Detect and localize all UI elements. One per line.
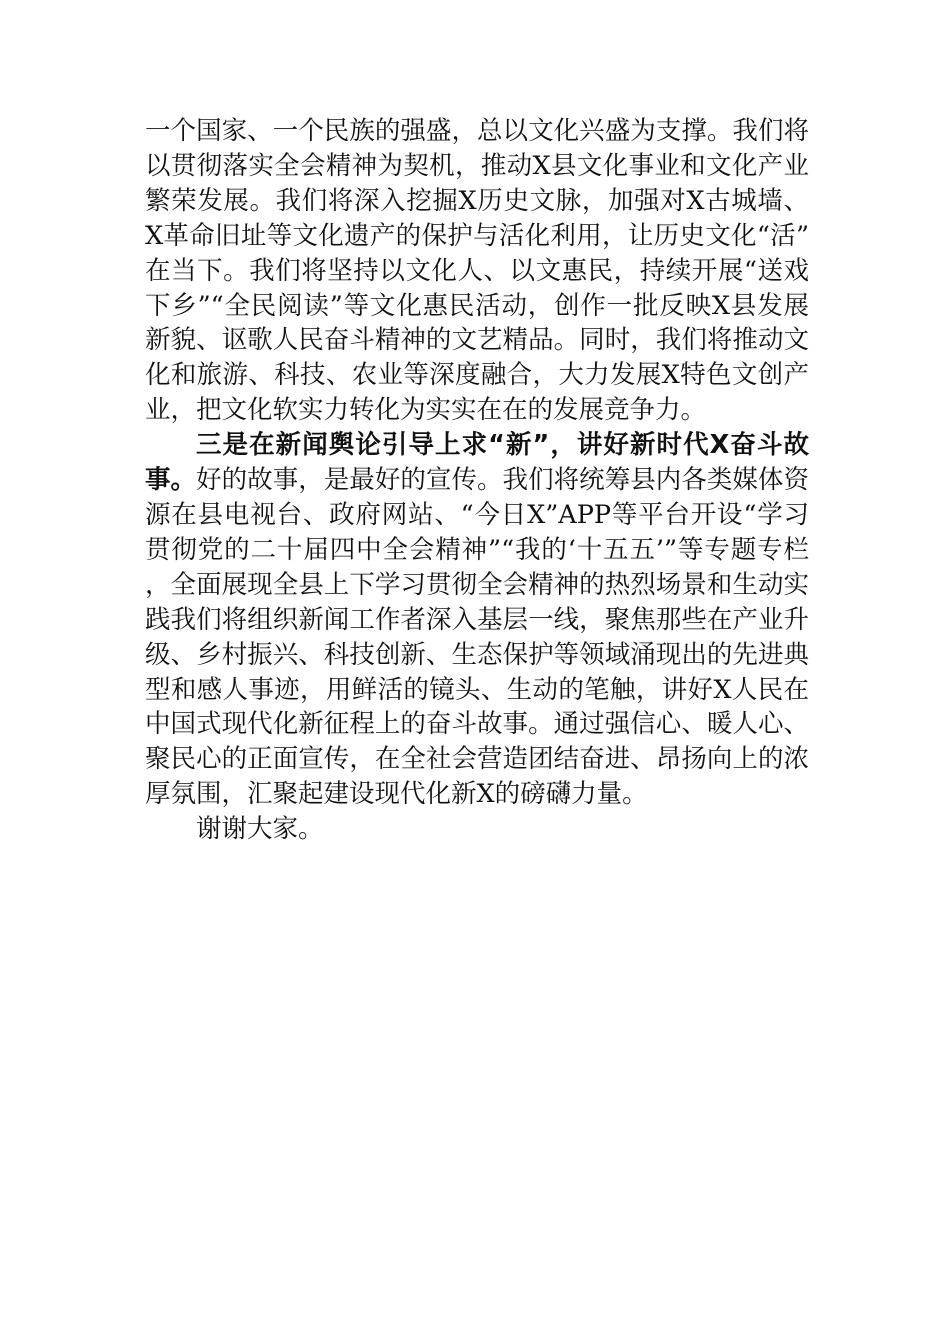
document-page xyxy=(145,114,809,847)
paragraph-news xyxy=(145,428,809,812)
paragraph-body: 好的故事，是最好的宣传。我们将统筹县内各类媒体资源在县电视台、政府网站、“今日X”APP等平台开设“学习贯彻党的二十届四中全会精神”“我的‘十五五’”等专题专栏，全面展现全县上下学习贯彻全会精神的热烈场景和生动实践我们将组织新闻工作者深入基层一线，聚焦那些在产业升级、乡村振兴、科技创新、生态保护等领域涌现出的先进典型和感人事迹，用鲜活的镜头、生动的笔触，讲好X人民在中国式现代化新征程上的奋斗故事。通过强信心、暖人心、聚民心的正面宣传，在全社会营造团结奋进、昂扬向上的浓厚氛围，汇聚起建设现代化新X的磅礴力量。 xyxy=(145,465,809,810)
paragraph-heading: 三是在新闻舆论引导上求“新”，讲好新时代X奋斗故事。 xyxy=(145,430,809,496)
paragraph-culture: 一个国家、一个民族的强盛，总以文化兴盛为支撑。我们将以贯彻落实全会精神为契机，推动X县文化事业和文化产业繁荣发展。我们将深入挖掘X历史文脉，加强对X古城墙、X革命旧址等文化遗产的保护与活化利用，让历史文化“活”在当下。我们将坚持以文化人、以文惠民，持续开展“送戏下乡”“全民阅读”等文化惠民活动，创作一批反映X县发展新貌、讴歌人民奋斗精神的文艺精品。同时，我们将推动文化和旅游、科技、农业等深度融合，大力发展X特色文创产业，把文化软实力转化为实实在在的发展竞争力。 xyxy=(145,116,809,426)
closing-remark: 谢谢大家。 xyxy=(196,814,324,845)
